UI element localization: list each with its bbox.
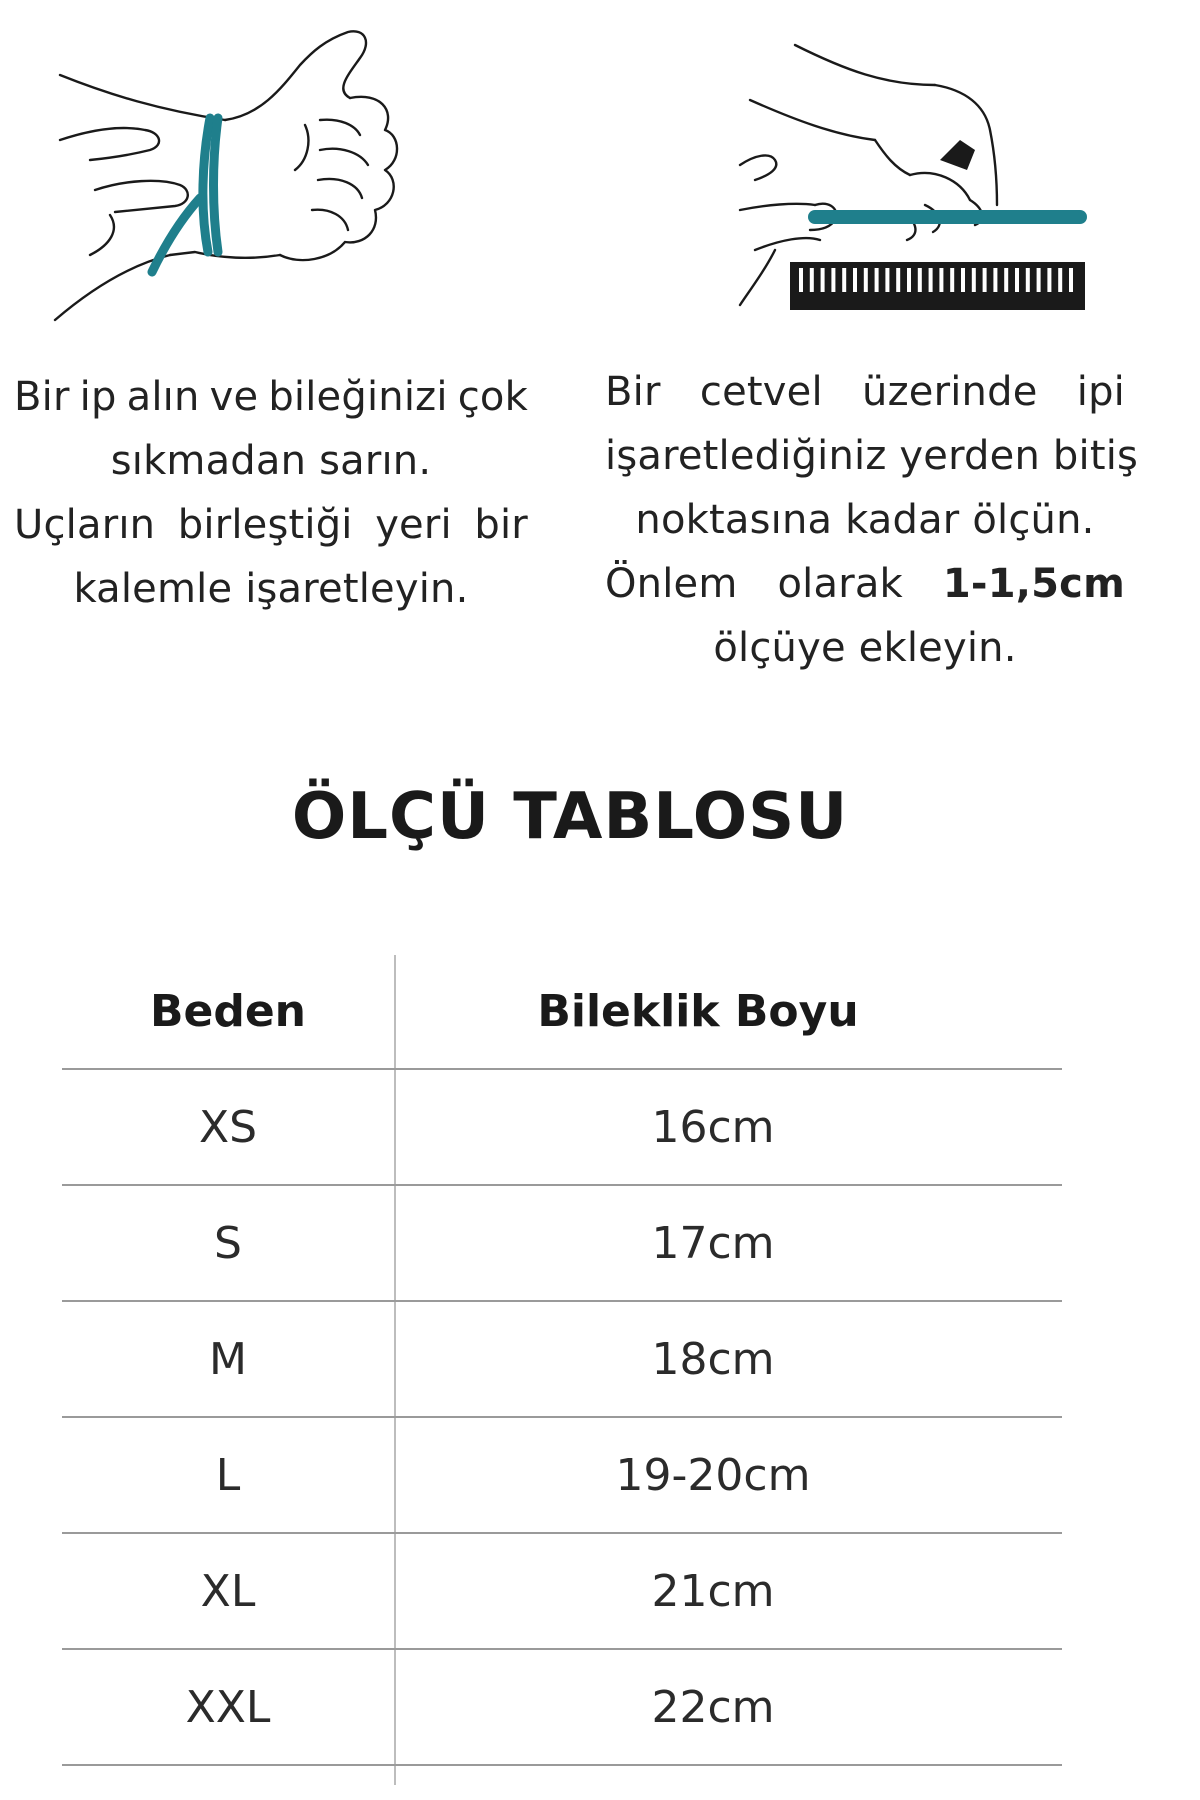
length-cell: 18cm <box>651 1333 775 1385</box>
table-row <box>62 1650 1062 1766</box>
ruler-tick <box>810 268 814 292</box>
instruction-word: Önlem <box>605 561 738 607</box>
ruler-tick <box>864 268 868 292</box>
instruction-line <box>605 360 1125 424</box>
instruction-word: Bir <box>605 369 661 415</box>
ruler-tick <box>1037 268 1041 292</box>
instruction-word: alın <box>126 374 200 420</box>
instruction-word: üzerinde <box>862 369 1038 415</box>
instruction-line: işaretlediğiniz yerden bitiş <box>605 433 1139 479</box>
ruler-tick <box>1004 268 1008 292</box>
ruler-icon <box>790 262 1085 310</box>
ruler-tick <box>853 268 857 292</box>
ruler-tick <box>939 268 943 292</box>
length-cell: 19-20cm <box>615 1449 811 1501</box>
size-table-title: ÖLÇÜ TABLOSU <box>291 780 849 854</box>
ruler-tick <box>842 268 846 292</box>
instruction-word: 1-1,5cm <box>942 561 1125 607</box>
instruction-word: ip <box>79 374 117 420</box>
ruler-tick <box>929 268 933 292</box>
length-cell: 22cm <box>651 1681 775 1733</box>
table-header-row <box>62 955 1062 1070</box>
size-cell: XS <box>198 1101 258 1153</box>
ruler-tick <box>907 268 911 292</box>
ruler-tick <box>918 268 922 292</box>
ruler-tick <box>1058 268 1062 292</box>
instruction-line: noktasına kadar ölçün. <box>635 497 1095 543</box>
size-cell: L <box>215 1449 241 1501</box>
ruler-tick <box>885 268 889 292</box>
ruler-tick <box>1047 268 1051 292</box>
instruction-line: ölçüye ekleyin. <box>713 625 1017 671</box>
instruction-word: birleştiği <box>177 502 353 548</box>
length-cell: 16cm <box>651 1101 775 1153</box>
instructions-wrap-wrist <box>14 365 528 621</box>
ruler-tick <box>875 268 879 292</box>
instruction-word: yeri <box>375 502 452 548</box>
ruler-tick <box>821 268 825 292</box>
instruction-word: bileğinizi <box>268 374 448 420</box>
wrist-with-string-icon <box>50 20 420 340</box>
instruction-word: çok <box>457 374 528 420</box>
ruler-tick <box>1069 268 1073 292</box>
ruler-tick <box>972 268 976 292</box>
instruction-line <box>14 365 528 429</box>
instruction-word: Bir <box>14 374 70 420</box>
ruler-tick <box>1015 268 1019 292</box>
measuring-string-on-ruler-icon <box>735 40 1095 320</box>
ruler-tick <box>1026 268 1030 292</box>
instruction-word: olarak <box>777 561 903 607</box>
length-cell: 17cm <box>651 1217 775 1269</box>
size-cell: XL <box>200 1565 256 1617</box>
size-cell: M <box>209 1333 247 1385</box>
instruction-word: bir <box>474 502 528 548</box>
instruction-line <box>14 493 528 557</box>
ruler-tick <box>950 268 954 292</box>
instruction-word: Uçların <box>14 502 156 548</box>
size-cell: XXL <box>185 1681 271 1733</box>
table-row <box>62 1302 1062 1418</box>
ruler-tick <box>799 268 803 292</box>
table-row <box>62 1070 1062 1186</box>
ruler-tick <box>983 268 987 292</box>
instruction-word: cetvel <box>699 369 823 415</box>
table-row <box>62 1534 1062 1650</box>
header-size: Beden <box>149 986 307 1037</box>
instruction-word: ve <box>209 374 259 420</box>
instruction-line <box>605 552 1125 616</box>
ruler-tick <box>961 268 965 292</box>
ruler-tick <box>896 268 900 292</box>
instruction-line: kalemle işaretleyin. <box>73 566 469 612</box>
length-cell: 21cm <box>651 1565 775 1617</box>
instructions-measure-ruler <box>605 360 1139 680</box>
instruction-word: ipi <box>1076 369 1125 415</box>
instruction-line: sıkmadan sarın. <box>110 438 432 484</box>
size-cell: S <box>214 1217 242 1269</box>
ruler-tick <box>993 268 997 292</box>
table-row <box>62 1418 1062 1534</box>
header-length: Bileklik Boyu <box>537 986 859 1037</box>
ruler-tick <box>831 268 835 292</box>
table-row <box>62 1186 1062 1302</box>
